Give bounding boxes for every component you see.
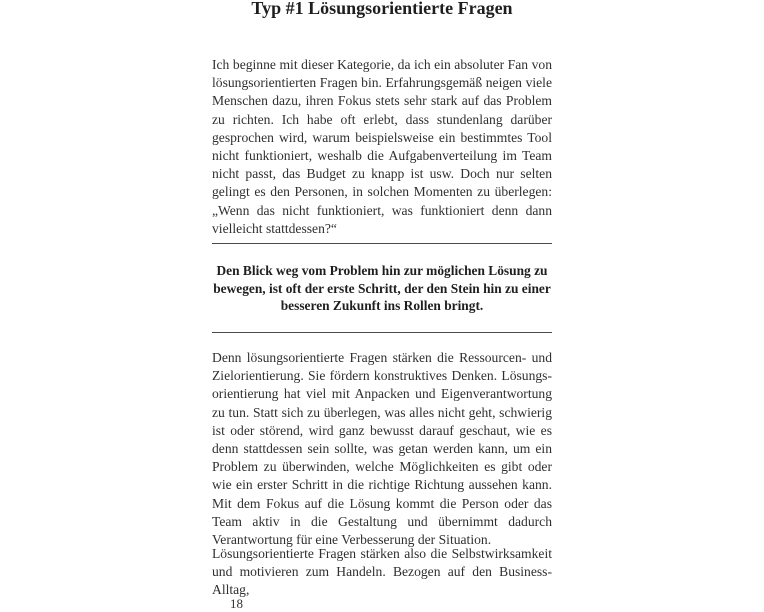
- intro-paragraph: Ich beginne mit dieser Kategorie, da ich ein absoluter Fan von lösungsorientierten Fragen bin. Erfahrungsgemäß neigen viele Menschen dazu, ihren Fokus stets sehr stark auf das Problem zu richten. Ich habe oft erlebt, dass stundenlang darüber gesprochen wird, warum beispielsweise ein bestimmtes Tool nicht funktioniert, weshalb die Aufgabenverteilung im Team nicht passt, das Budget zu knapp ist usw. Doch nur selten gelingt es den Personen, in solchen Momenten zu überlegen: „Wenn das nicht funktioniert, was funktioniert denn dann vielleicht stattdessen?“: [212, 57, 552, 236]
- pull-quote: Den Blick weg vom Problem hin zur möglichen Lösung zu bewegen, ist oft der erste Schritt, der den Stein hin zu einer besseren Zukunft ins Rollen bringt.: [213, 263, 551, 313]
- chapter-heading: Typ #1 Lösungsorientierte Fragen: [251, 0, 513, 18]
- quote-top-rule: [212, 243, 552, 244]
- third-paragraph: Lösungsorientierte Fragen stärken also die Selbstwirksamkeit und motivieren zum Handeln. Bezogen auf den Business-Alltag,: [212, 546, 552, 598]
- second-paragraph: Denn lösungsorientierte Fragen stärken die Ressourcen- und Zielorientierung. Sie fördern konstruktives Denken. Lösungsorientierung hat viel mit Anpacken und Eigenverantwortung zu tun. Statt sich zu überlegen, was alles nicht geht, schwierig ist oder störend, wird ganz bewusst darauf geschaut, wie es denn stattdessen sein sollte, was getan werden kann, um ein Problem zu überwinden, welche Möglichkeiten es gibt oder wie ein erster Schritt in die richtige Richtung aussehen kann. Mit dem Fokus auf die Lösung kommt die Person oder das Team aktiv in die Gestaltung und übernimmt dadurch Verantwortung für eine Verbesserung der Situation.: [212, 350, 552, 548]
- quote-bottom-rule: [212, 332, 552, 333]
- page-number: 18: [230, 596, 243, 611]
